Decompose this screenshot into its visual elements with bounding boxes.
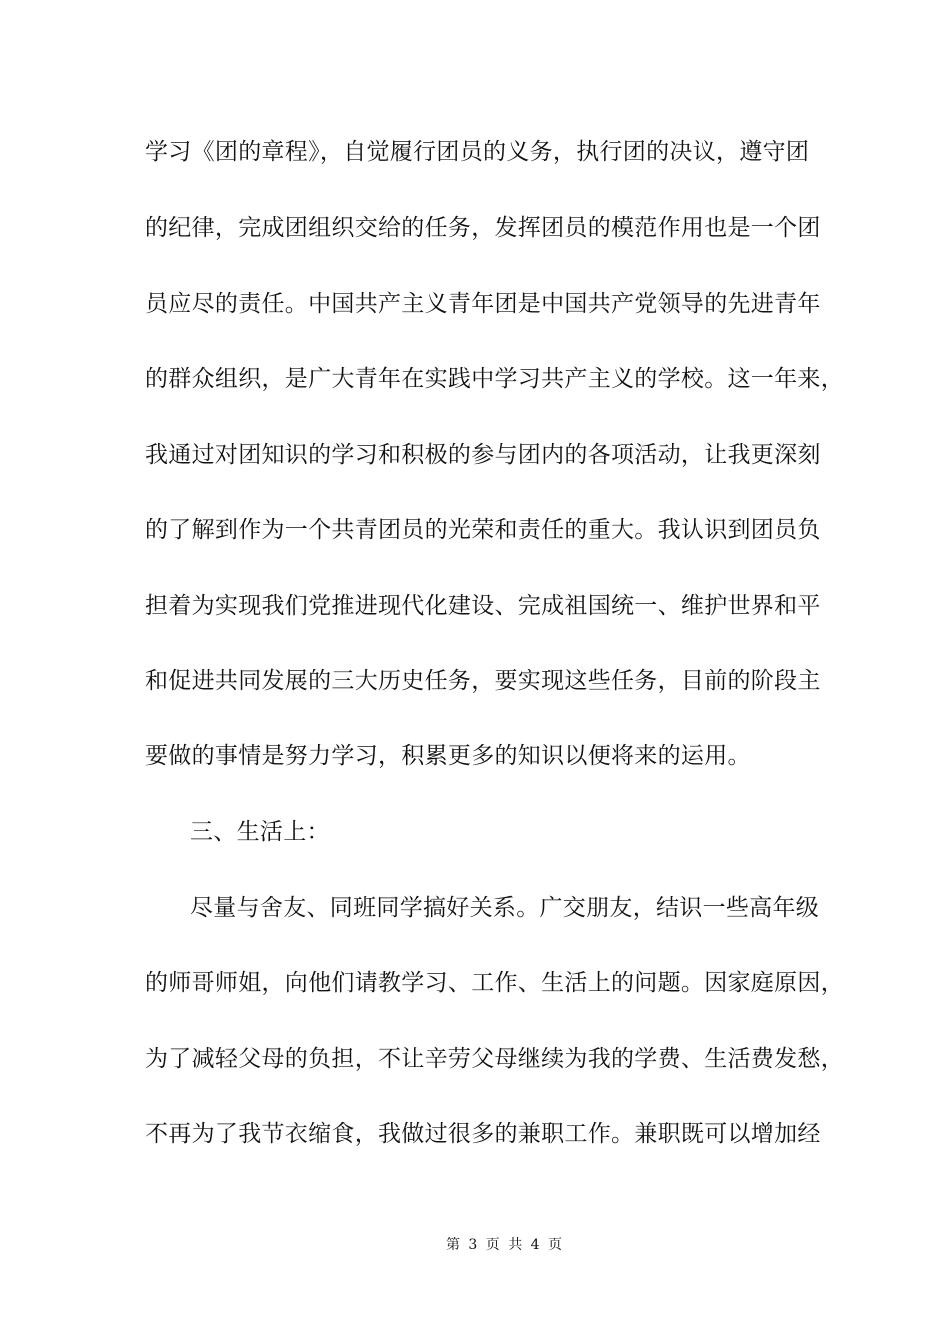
body-text-line: 为了减轻父母的负担，不让辛劳父母继续为我的学费、生活费发愁， (145, 1046, 844, 1072)
page-number-footer: 第 3 页 共 4 页 (445, 1237, 565, 1253)
body-text-line: 学习《团的章程》，自觉履行团员的义务，执行团的决议，遵守团 (145, 139, 810, 165)
body-text-line: 的群众组织，是广大青年在实践中学习共产主义的学校。这一年来， (145, 366, 844, 392)
body-text-line: 要做的事情是努力学习，积累更多的知识以便将来的运用。 (145, 743, 751, 769)
body-text-line: 我通过对团知识的学习和积极的参与团内的各项活动，让我更深刻 (145, 442, 821, 468)
section-heading: 三、生活上： (190, 819, 330, 845)
body-text-line: 的纪律，完成团组织交给的任务，发挥团员的模范作用也是一个团 (145, 215, 821, 241)
body-text-line: 和促进共同发展的三大历史任务，要实现这些任务，目前的阶段主 (145, 668, 821, 694)
body-text-line: 不再为了我节衣缩食，我做过很多的兼职工作。兼职既可以增加经 (145, 1121, 821, 1147)
body-text-line: 的了解到作为一个共青团员的光荣和责任的重大。我认识到团员负 (145, 517, 821, 543)
body-text-line: 尽量与舍友、同班同学搞好关系。广交朋友，结识一些高年级 (190, 895, 820, 921)
body-text-line: 员应尽的责任。中国共产主义青年团是中国共产党领导的先进青年 (145, 291, 821, 317)
body-text-line: 的师哥师姐，向他们请教学习、工作、生活上的问题。因家庭原因， (145, 970, 844, 996)
body-text-line: 担着为实现我们党推进现代化建设、完成祖国统一、维护世界和平 (145, 593, 821, 619)
